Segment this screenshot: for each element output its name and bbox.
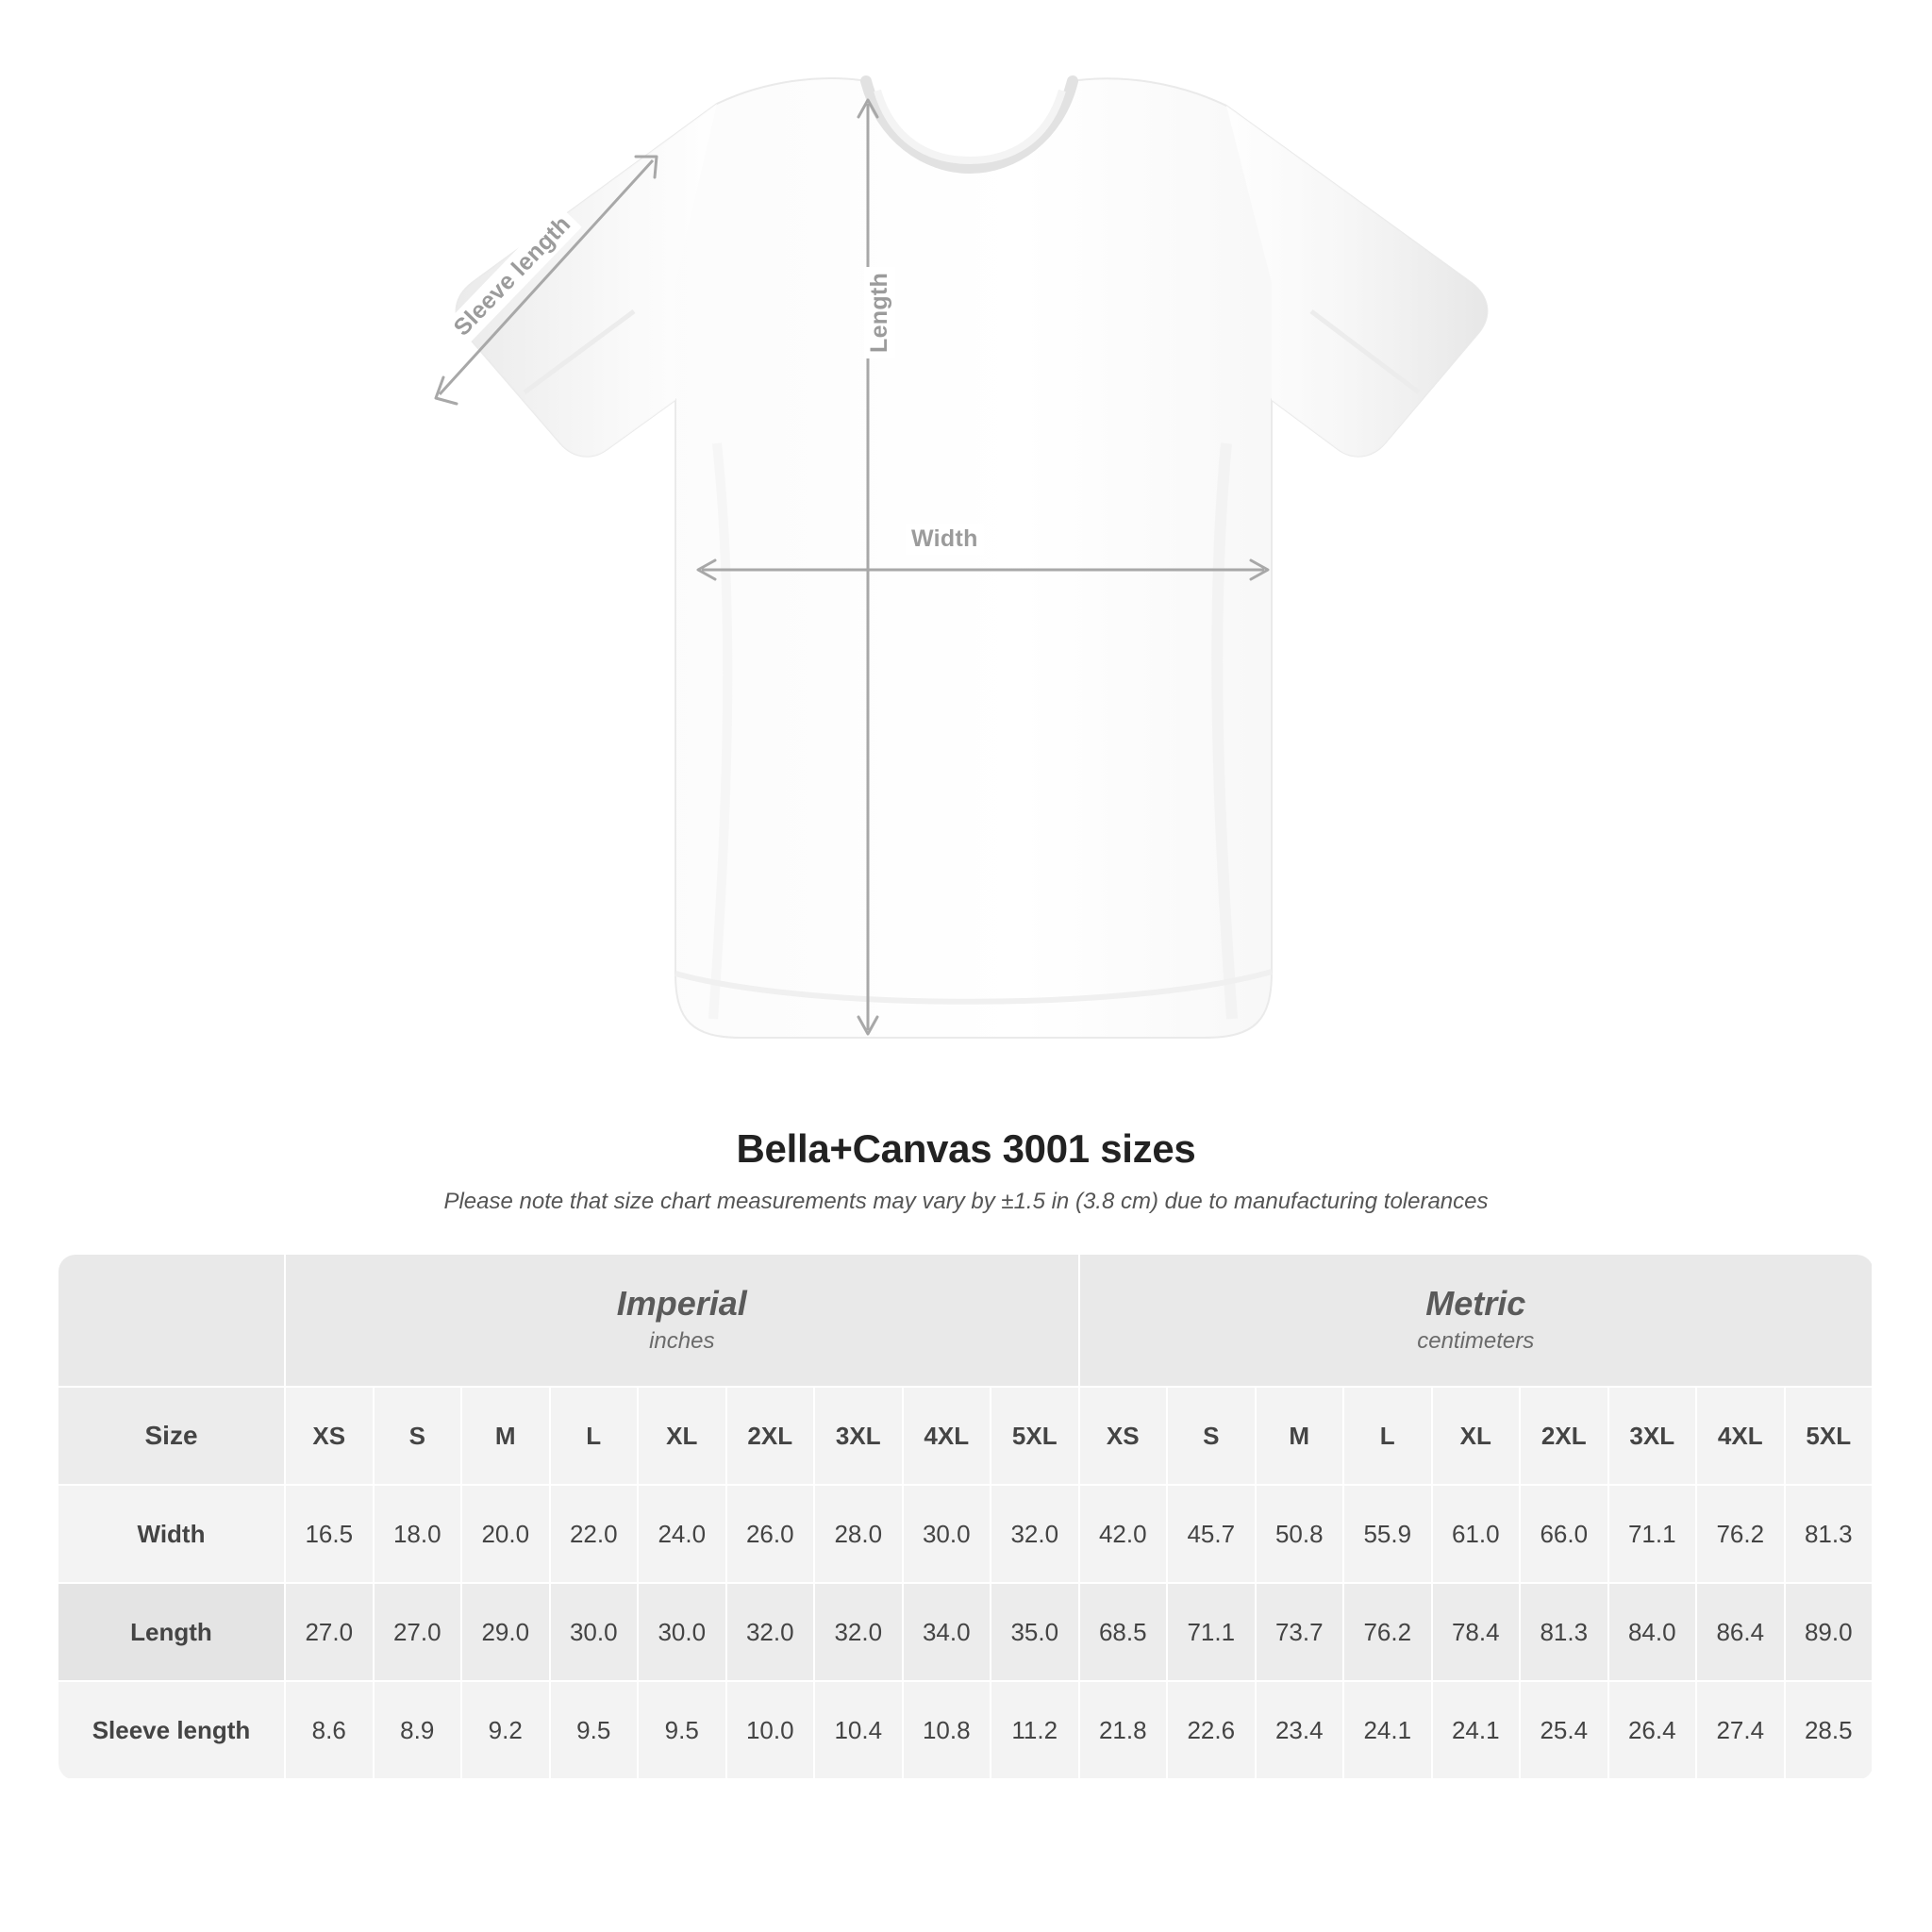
measurement-cell: 32.0 <box>814 1583 903 1681</box>
table-row <box>58 1681 1873 1779</box>
measurement-cell: 35.0 <box>991 1583 1079 1681</box>
imperial-unit-header <box>285 1255 1079 1387</box>
metric-subtitle: centimeters <box>1417 1328 1535 1354</box>
measurement-cell: 10.4 <box>814 1681 903 1779</box>
measurement-cell: 25.4 <box>1520 1681 1608 1779</box>
imperial-title: Imperial <box>616 1284 747 1323</box>
metric-title: Metric <box>1425 1284 1526 1323</box>
size-header-cell: S <box>374 1387 462 1485</box>
measurement-cell: 22.0 <box>550 1485 639 1583</box>
measurement-cell: 16.5 <box>285 1485 374 1583</box>
measurement-cell: 10.0 <box>726 1681 815 1779</box>
size-header-cell: S <box>1167 1387 1256 1485</box>
size-header-cell: 3XL <box>1608 1387 1697 1485</box>
length-dimension-label: Length <box>864 267 895 358</box>
measurement-cell: 89.0 <box>1785 1583 1874 1681</box>
chart-heading <box>0 1126 1932 1215</box>
row-label: Width <box>58 1485 285 1583</box>
measurement-cell: 81.3 <box>1785 1485 1874 1583</box>
size-header-cell: XL <box>638 1387 726 1485</box>
table-row <box>58 1485 1873 1583</box>
measurement-cell: 76.2 <box>1343 1583 1432 1681</box>
page-title: Bella+Canvas 3001 sizes <box>736 1126 1196 1171</box>
size-header-row <box>58 1387 1873 1485</box>
measurement-cell: 28.0 <box>814 1485 903 1583</box>
measurement-cell: 86.4 <box>1696 1583 1785 1681</box>
measurement-cell: 71.1 <box>1608 1485 1697 1583</box>
measurement-cell: 27.0 <box>374 1583 462 1681</box>
measurement-cell: 84.0 <box>1608 1583 1697 1681</box>
imperial-subtitle: inches <box>649 1328 715 1354</box>
measurement-cell: 32.0 <box>991 1485 1079 1583</box>
size-table-container <box>58 1255 1874 1780</box>
size-table <box>58 1255 1874 1780</box>
size-header-cell: 2XL <box>726 1387 815 1485</box>
measurement-cell: 32.0 <box>726 1583 815 1681</box>
measurement-cell: 55.9 <box>1343 1485 1432 1583</box>
size-header-cell: M <box>1256 1387 1344 1485</box>
size-header-cell: 2XL <box>1520 1387 1608 1485</box>
measurement-cell: 24.1 <box>1343 1681 1432 1779</box>
unit-header-row <box>58 1255 1873 1387</box>
size-header-cell: L <box>1343 1387 1432 1485</box>
measurement-cell: 30.0 <box>638 1583 726 1681</box>
row-label: Length <box>58 1583 285 1681</box>
measurement-cell: 42.0 <box>1079 1485 1168 1583</box>
sleeve-length-dimension-label: Sleeve length <box>443 206 582 347</box>
table-row <box>58 1583 1873 1681</box>
measurement-cell: 68.5 <box>1079 1583 1168 1681</box>
size-header-cell: 4XL <box>903 1387 991 1485</box>
size-header-cell: L <box>550 1387 639 1485</box>
measurement-cell: 23.4 <box>1256 1681 1344 1779</box>
measurement-cell: 30.0 <box>550 1583 639 1681</box>
measurement-cell: 73.7 <box>1256 1583 1344 1681</box>
measurement-cell: 9.2 <box>461 1681 550 1779</box>
size-header-cell: M <box>461 1387 550 1485</box>
measurement-cell: 81.3 <box>1520 1583 1608 1681</box>
size-header-cell: XS <box>1079 1387 1168 1485</box>
size-header-cell: XL <box>1432 1387 1521 1485</box>
measurement-cell: 9.5 <box>550 1681 639 1779</box>
measurement-cell: 50.8 <box>1256 1485 1344 1583</box>
measurement-cell: 21.8 <box>1079 1681 1168 1779</box>
measurement-cell: 78.4 <box>1432 1583 1521 1681</box>
measurement-cell: 9.5 <box>638 1681 726 1779</box>
measurement-cell: 45.7 <box>1167 1485 1256 1583</box>
measurement-cell: 26.0 <box>726 1485 815 1583</box>
measurement-cell: 10.8 <box>903 1681 991 1779</box>
size-header-cell: 3XL <box>814 1387 903 1485</box>
size-header-cell: 5XL <box>1785 1387 1874 1485</box>
measurement-cell: 71.1 <box>1167 1583 1256 1681</box>
measurement-cell: 24.0 <box>638 1485 726 1583</box>
size-header-cell: XS <box>285 1387 374 1485</box>
measurement-cell: 28.5 <box>1785 1681 1874 1779</box>
measurement-cell: 11.2 <box>991 1681 1079 1779</box>
measurement-cell: 34.0 <box>903 1583 991 1681</box>
row-label: Sleeve length <box>58 1681 285 1779</box>
measurement-cell: 24.1 <box>1432 1681 1521 1779</box>
measurement-cell: 76.2 <box>1696 1485 1785 1583</box>
size-label: Size <box>58 1387 285 1485</box>
measurement-cell: 29.0 <box>461 1583 550 1681</box>
metric-unit-header <box>1079 1255 1874 1387</box>
measurement-cell: 26.4 <box>1608 1681 1697 1779</box>
size-header-cell: 5XL <box>991 1387 1079 1485</box>
measurement-cell: 27.0 <box>285 1583 374 1681</box>
measurement-cell: 22.6 <box>1167 1681 1256 1779</box>
unit-header-spacer <box>58 1255 285 1387</box>
measurement-cell: 61.0 <box>1432 1485 1521 1583</box>
measurement-cell: 8.6 <box>285 1681 374 1779</box>
tolerance-note: Please note that size chart measurements may vary by ±1.5 in (3.8 cm) due to manufacturing tolerances <box>443 1189 1489 1214</box>
size-table-body <box>58 1255 1873 1779</box>
measurement-cell: 18.0 <box>374 1485 462 1583</box>
width-dimension-label: Width <box>906 524 984 555</box>
measurement-cell: 20.0 <box>461 1485 550 1583</box>
measurement-cell: 66.0 <box>1520 1485 1608 1583</box>
measurement-cell: 30.0 <box>903 1485 991 1583</box>
size-header-cell: 4XL <box>1696 1387 1785 1485</box>
measurement-cell: 27.4 <box>1696 1681 1785 1779</box>
measurement-cell: 8.9 <box>374 1681 462 1779</box>
